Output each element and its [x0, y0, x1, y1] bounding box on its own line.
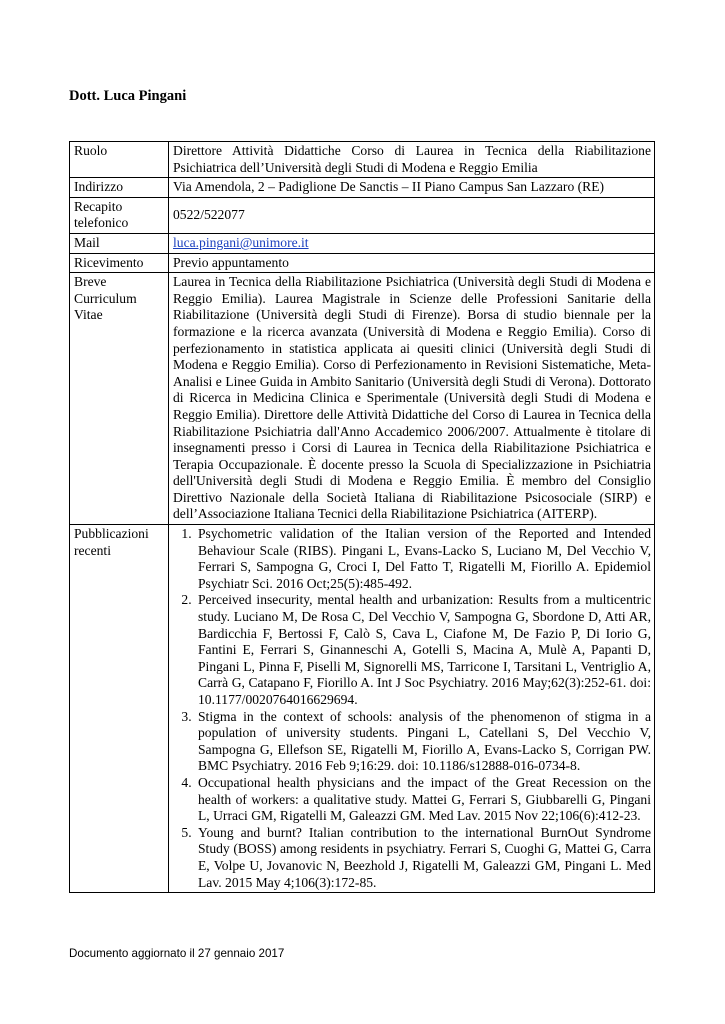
table-row: [70, 273, 655, 525]
publication-item: 5. Young and burnt? Italian contribution to the international BurnOut Syndrome Study (BOSS) among residents in psychiatry. Ferrari S, Cuoghi G, Mattei G, Carra E, Volpe U, Jovanovic N, Beezhold J, Rigatelli M, Galeazzi GM, Pingani L. Med Lav. 2015 May 4;106(3):172-85.: [195, 825, 651, 891]
table-row: [70, 253, 655, 273]
row-value-pubblicazioni: [169, 525, 655, 893]
publication-item: 3. Stigma in the context of schools: analysis of the phenomenon of stigma in a population of university students. Pingani L, Catellani S, Del Vecchio V, Sampogna G, Ellefson SE, Rigatelli M, Fiorillo A, Evans-Lacko S, Corrigan PW. BMC Psychiatry. 2016 Feb 9;16:29. doi: 10.1186/s12888-016-0734-8.: [195, 709, 651, 775]
table-row: [70, 233, 655, 253]
row-label-telefono: Recapito telefonico: [70, 197, 169, 233]
row-value-telefono: 0522/522077: [169, 197, 655, 233]
publication-item: 2. Perceived insecurity, mental health and urbanization: Results from a multicentric study. Luciano M, De Rosa C, Del Vecchio V, Sampogna G, Sbordone D, Atti AR, Bardicchia F, Bertossi F, Calò S, Cava L, Ciafone M, De Fazio P, Di Iorio G, Fantini E, Ferrari S, Ginanneschi A, Gotelli S, Macina A, Mulè A, Papanti D, Pingani L, Pinna F, Piselli M, Signorelli MS, Tarricone I, Tarsitani L, Ventriglio A, Carrà G, Catapano F, Fiorillo A. Int J Soc Psychiatry. 2016 May;62(3):252-61. doi: 10.1177/0020764016629694.: [195, 592, 651, 708]
cv-table: [69, 141, 655, 893]
row-label-cv: Breve Curriculum Vitae: [70, 273, 169, 525]
row-value-cv: Laurea in Tecnica della Riabilitazione Psichiatrica (Università degli Studi di Modena e Reggio Emilia). Laurea Magistrale in Scienze delle Professioni Sanitarie della Riabilitazione (Università degli Studi di Firenze). Borsa di studio biennale per la formazione e la ricerca avanzata (Università di Modena e Reggio Emilia). Corso di perfezionamento in statistica applicata ai quesiti clinici (Università degli Studi di Modena e Reggio Emilia). Corso di Perfezionamento in Revisioni Sistematiche, Meta-Analisi e Linee Guida in Ambito Sanitario (Università degli Studi di Verona). Dottorato di Ricerca in Medicina Clinica e Sperimentale (Università degli Studi di Modena e Reggio Emilia). Direttore delle Attività Didattiche del Corso di Laurea in Tecnica della Riabilitazione Psichiatria dall'Anno Accademico 2006/2007. Attualmente è titolare di insegnamenti presso i Corsi di Laurea in Tecnica della Riabilitazione Psichiatrica e Terapia Occupazionale. È docente presso la Scuola di Specializzazione in Psichiatria dell'Università degli Studi di Modena e Reggio Emilia. È membro del Consiglio Direttivo Nazionale della Società Italiana di Riabilitazione Psicosociale (SIRP) e dell’Associazione Italiana Tecnici della Riabilitazione Psichiatrica (AITERP).: [169, 273, 655, 525]
row-label-ricevimento: Ricevimento: [70, 253, 169, 273]
row-label-mail: Mail: [70, 233, 169, 253]
row-value-ruolo: Direttore Attività Didattiche Corso di Laurea in Tecnica della Riabilitazione Psichiatrica dell’Università degli Studi di Modena e Reggio Emilia: [169, 142, 655, 178]
row-value-indirizzo: Via Amendola, 2 – Padiglione De Sanctis – II Piano Campus San Lazzaro (RE): [169, 178, 655, 198]
row-label-indirizzo: Indirizzo: [70, 178, 169, 198]
row-label-pubblicazioni: Pubblicazioni recenti: [70, 525, 169, 893]
row-label-ruolo: Ruolo: [70, 142, 169, 178]
table-row: [70, 525, 655, 893]
publication-item: 4. Occupational health physicians and the impact of the Great Recession on the health of workers: a qualitative study. Mattei G, Ferrari S, Giubbarelli G, Pingani L, Urraci GM, Rigatelli M, Galeazzi GM. Med Lav. 2015 Nov 22;106(6):412-23.: [195, 775, 651, 825]
table-row: [70, 178, 655, 198]
publication-item: 1. Psychometric validation of the Italian version of the Reported and Intended Behaviour Scale (RIBS). Pingani L, Evans-Lacko S, Luciano M, Del Vecchio V, Ferrari S, Sampogna G, Croci I, Del Fatto T, Rigatelli M, Fiorillo A. Epidemiol Psychiatr Sci. 2016 Oct;25(5):485-492.: [195, 526, 651, 592]
table-row: [70, 197, 655, 233]
footer-update-date: Documento aggiornato il 27 gennaio 2017: [69, 947, 285, 960]
row-value-ricevimento: Previo appuntamento: [169, 253, 655, 273]
row-value-mail: [169, 233, 655, 253]
table-row: [70, 142, 655, 178]
email-link[interactable]: luca.pingani@unimore.it: [173, 234, 309, 250]
page-title: Dott. Luca Pingani: [69, 88, 187, 104]
publication-list: [173, 526, 651, 891]
